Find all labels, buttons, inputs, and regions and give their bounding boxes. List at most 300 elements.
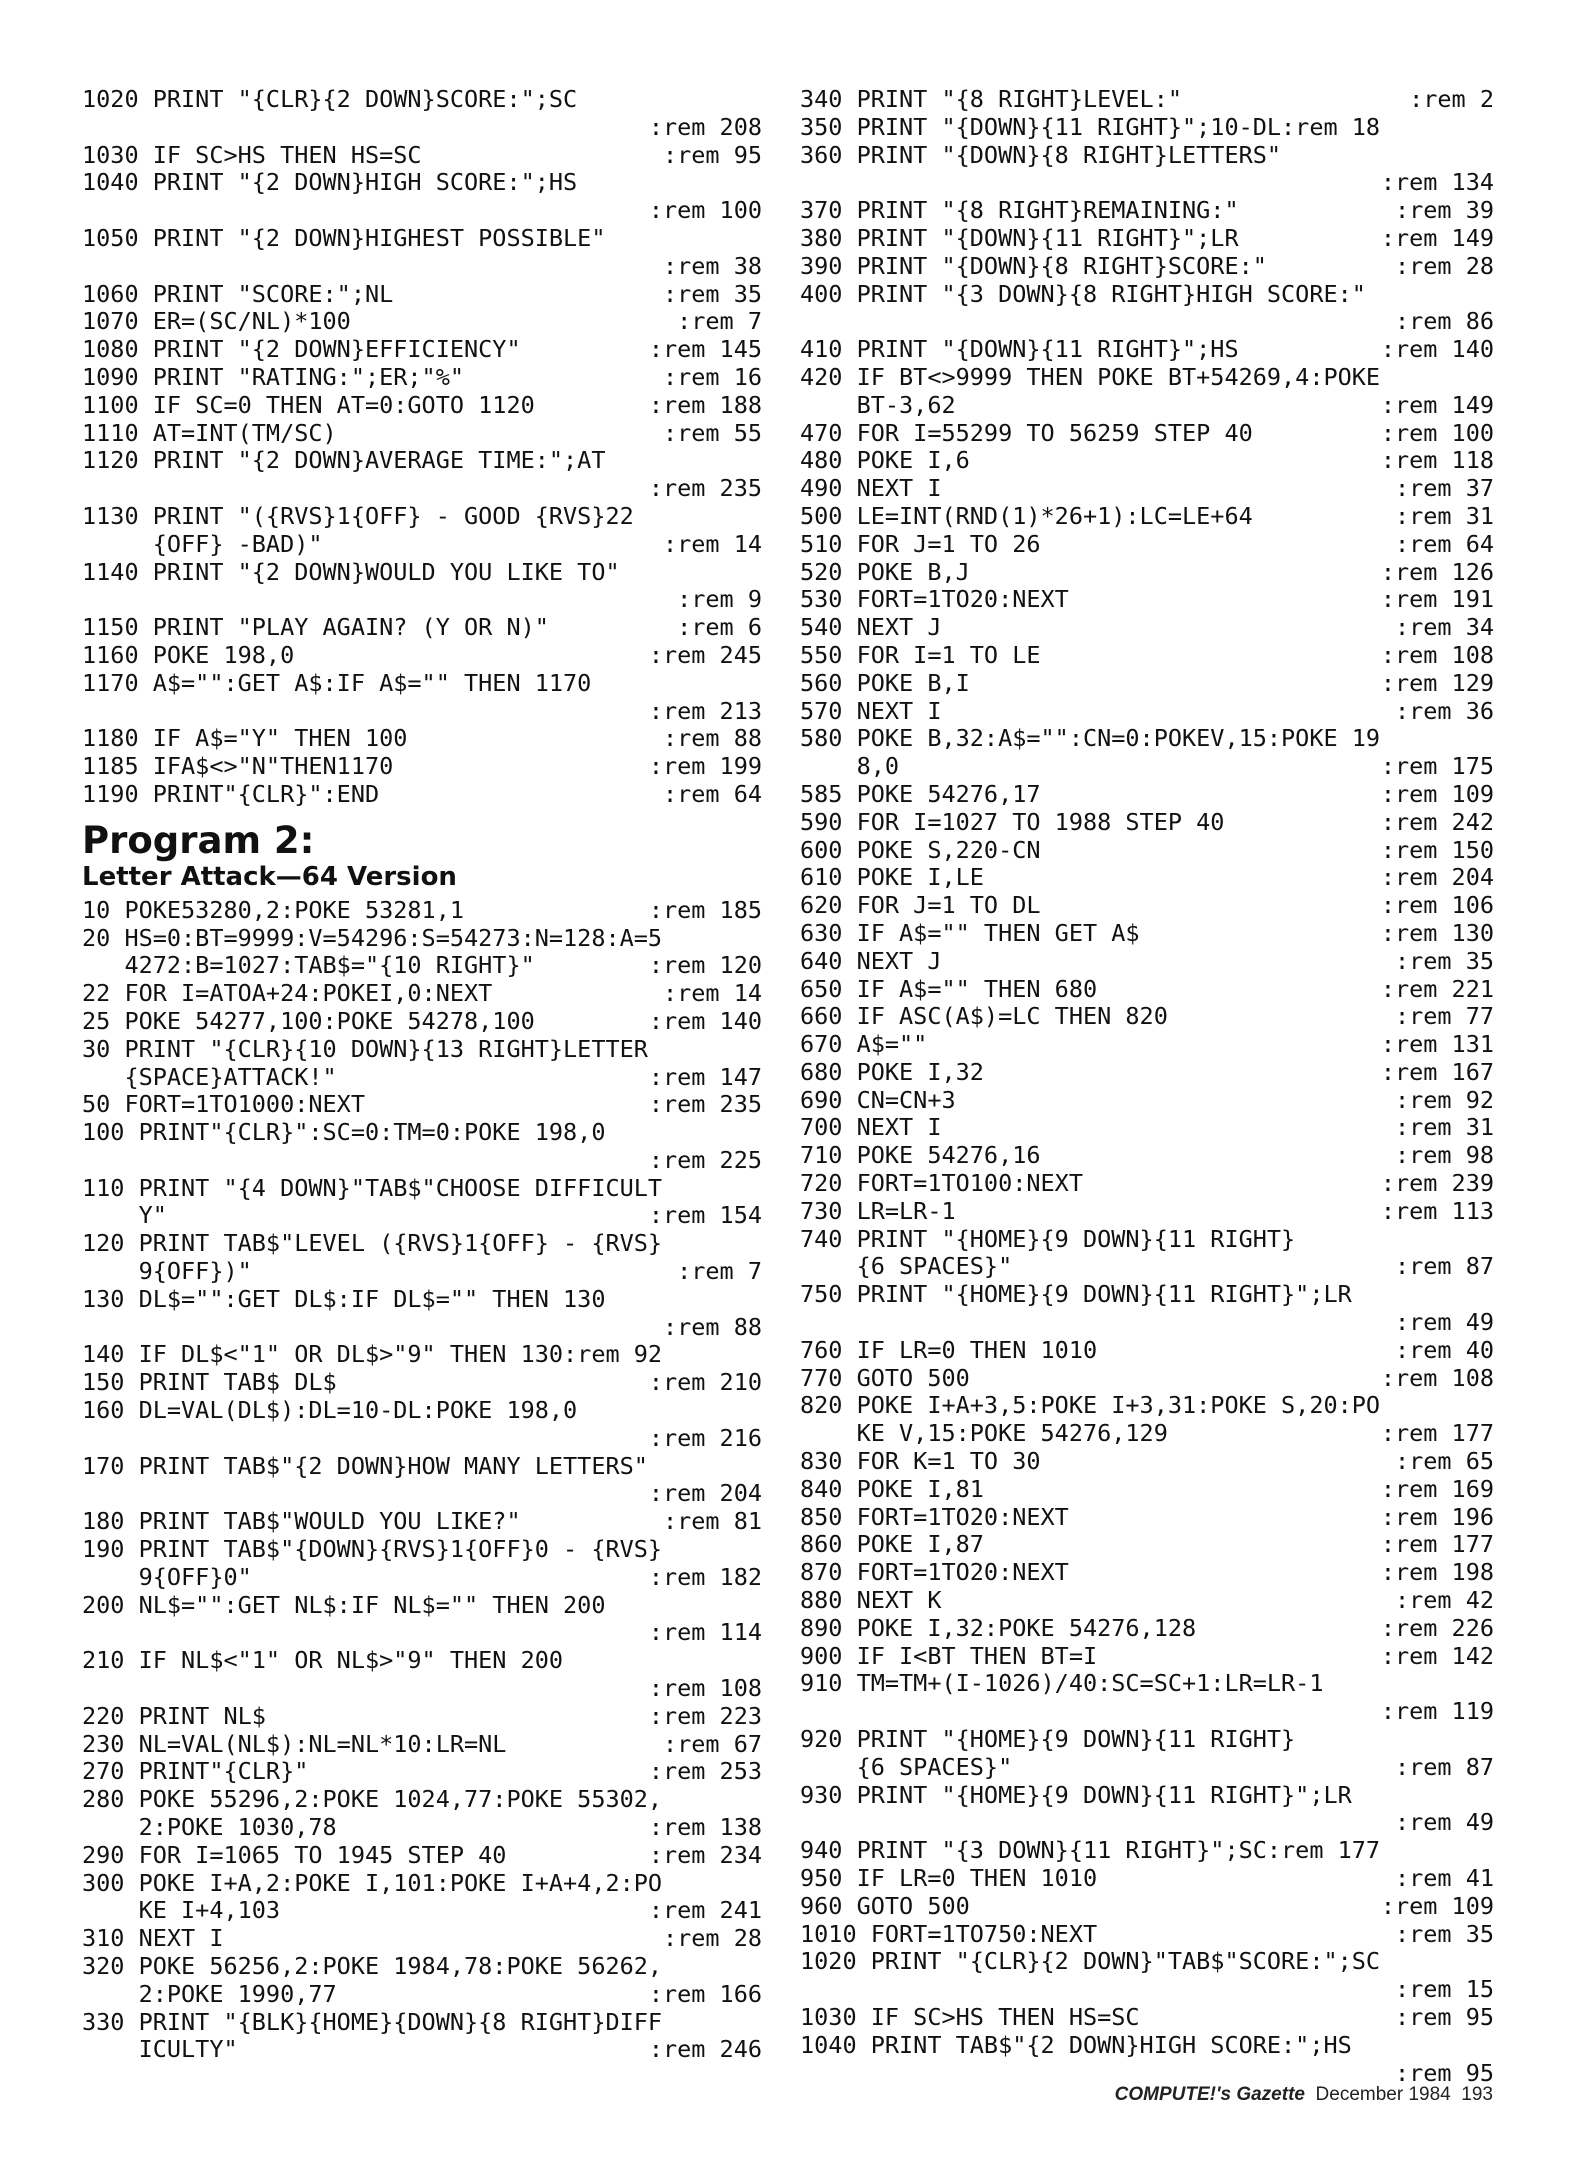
code-line [800,447,1494,475]
code-text: 100 PRINT"{CLR}":SC=0:TM=0:POKE 198,0 [82,1118,606,1147]
checksum-rem: :rem 6 [677,613,762,642]
checksum-rem: :rem 34 [1394,613,1494,642]
code-line [800,1698,1494,1726]
code-line [800,114,1494,142]
code-text: 380 PRINT "{DOWN}{11 RIGHT}";LR [800,223,1239,252]
code-line [82,980,762,1008]
code-line [82,225,762,253]
code-text: 410 PRINT "{DOWN}{11 RIGHT}";HS [800,335,1239,364]
code-line [82,197,762,225]
checksum-rem: :rem 226 [1380,1613,1494,1642]
code-line [800,1198,1494,1226]
code-line [800,392,1494,420]
code-text: 550 FOR I=1 TO LE [800,640,1041,669]
checksum-rem: :rem 15 [1394,1975,1494,2004]
checksum-rem: :rem 166 [648,1979,762,2008]
code-line [800,225,1494,253]
code-line [82,336,762,364]
code-text: 1110 AT=INT(TM/SC) [82,418,337,447]
code-line [800,1504,1494,1532]
code-line [82,1870,762,1898]
code-text: 330 PRINT "{BLK}{HOME}{DOWN}{8 RIGHT}DIFF [82,2007,663,2036]
checksum-rem: :rem 225 [648,1145,762,1174]
checksum-rem: :rem 88 [662,724,762,753]
checksum-rem: :rem 126 [1380,557,1494,586]
checksum-rem: :rem 145 [648,335,762,364]
checksum-rem: :rem 134 [1380,168,1494,197]
checksum-rem: :rem 188 [648,390,762,419]
checksum-rem: :rem 37 [1394,474,1494,503]
code-text: 470 FOR I=55299 TO 56259 STEP 40 [800,418,1253,447]
checksum-rem: :rem 177 [1380,1419,1494,1448]
code-line [82,2036,762,2064]
code-line [800,1170,1494,1198]
code-text: 830 FOR K=1 TO 30 [800,1447,1041,1476]
code-text: 140 IF DL$<"1" OR DL$>"9" THEN 130:rem 92 [82,1340,663,1369]
code-text: 690 CN=CN+3 [800,1085,956,1114]
program-2-listing [82,897,762,2064]
code-text: 1010 FORT=1TO750:NEXT [800,1919,1098,1948]
program-subheading: Letter Attack—64 Version [82,861,457,892]
code-text: 2:POKE 1030,78 [82,1813,337,1842]
checksum-rem: :rem 7 [677,1257,762,1286]
code-line [800,1809,1494,1837]
code-line [800,86,1494,114]
checksum-rem: :rem 210 [648,1368,762,1397]
checksum-rem: :rem 36 [1394,696,1494,725]
checksum-rem: :rem 129 [1380,668,1494,697]
code-text: {OFF} -BAD)" [82,529,323,558]
code-line [800,1420,1494,1448]
code-text: 860 POKE I,87 [800,1530,984,1559]
code-line [800,586,1494,614]
code-text: 1160 POKE 198,0 [82,640,295,669]
code-text: KE I+4,103 [82,1896,281,1925]
code-line [800,642,1494,670]
code-text: 22 FOR I=ATOA+24:POKEI,0:NEXT [82,979,493,1008]
code-line [800,1531,1494,1559]
code-line [800,1309,1494,1337]
code-line [82,642,762,670]
code-line [82,531,762,559]
code-line [800,1837,1494,1865]
code-line [800,1948,1494,1976]
code-text: 710 POKE 54276,16 [800,1141,1041,1170]
checksum-rem: :rem 140 [648,1006,762,1035]
code-line [82,1091,762,1119]
code-text: 930 PRINT "{HOME}{9 DOWN}{11 RIGHT}";LR [800,1780,1352,1809]
checksum-rem: :rem 64 [662,779,762,808]
checksum-rem: :rem 87 [1394,1252,1494,1281]
code-text: 220 PRINT NL$ [82,1701,266,1730]
code-line [82,1508,762,1536]
code-line [800,336,1494,364]
code-line [82,1592,762,1620]
code-line [800,2032,1494,2060]
code-text: 1020 PRINT "{CLR}{2 DOWN}"TAB$"SCORE:";SC [800,1947,1381,1976]
program-2-listing-continued [800,86,1494,2087]
checksum-rem: :rem 169 [1380,1474,1494,1503]
code-line [800,809,1494,837]
code-line [800,1087,1494,1115]
code-line [82,308,762,336]
checksum-rem: :rem 154 [648,1201,762,1230]
checksum-rem: :rem 95 [662,140,762,169]
code-text: 540 NEXT J [800,613,942,642]
code-line [800,1281,1494,1309]
checksum-rem: :rem 138 [648,1813,762,1842]
checksum-rem: :rem 234 [648,1840,762,1869]
code-text: 210 IF NL$<"1" OR NL$>"9" THEN 200 [82,1646,564,1675]
code-line [82,1731,762,1759]
code-text: 1190 PRINT"{CLR}":END [82,779,380,808]
code-text: 590 FOR I=1027 TO 1988 STEP 40 [800,807,1225,836]
code-line [800,1031,1494,1059]
checksum-rem: :rem 100 [648,196,762,225]
code-text: 570 NEXT I [800,696,942,725]
checksum-rem: :rem 245 [648,640,762,669]
code-text: 670 A$="" [800,1030,928,1059]
code-line [82,281,762,309]
checksum-rem: :rem 246 [648,2035,762,2064]
code-line [82,586,762,614]
checksum-rem: :rem 149 [1380,390,1494,419]
code-line [82,897,762,925]
code-text: 950 IF LR=0 THEN 1010 [800,1864,1098,1892]
checksum-rem: :rem 204 [1380,863,1494,892]
code-text: 10 POKE53280,2:POKE 53281,1 [82,895,465,924]
code-line [800,837,1494,865]
code-text: 400 PRINT "{3 DOWN}{8 RIGHT}HIGH SCORE:" [800,279,1366,308]
code-text: 8,0 [800,752,900,781]
checksum-rem: :rem 204 [648,1479,762,1508]
code-line [82,1536,762,1564]
code-line [800,1337,1494,1365]
checksum-rem: :rem 35 [1394,1919,1494,1948]
code-text: 2:POKE 1990,77 [82,1979,337,2008]
code-line [82,1703,762,1731]
checksum-rem: :rem 182 [648,1562,762,1591]
code-text: 1180 IF A$="Y" THEN 100 [82,724,408,753]
code-line [82,725,762,753]
code-text: 1040 PRINT "{2 DOWN}HIGH SCORE:";HS [82,168,578,197]
code-text: 760 IF LR=0 THEN 1010 [800,1335,1098,1364]
checksum-rem: :rem 130 [1380,918,1494,947]
checksum-rem: :rem 16 [662,362,762,391]
code-line [82,925,762,953]
code-line [800,253,1494,281]
code-line [800,1365,1494,1393]
code-line [800,1003,1494,1031]
code-line [82,253,762,281]
code-line [82,503,762,531]
code-line [800,948,1494,976]
checksum-rem: :rem 149 [1380,223,1494,252]
code-text: 320 POKE 56256,2:POKE 1984,78:POKE 56262, [82,1952,663,1980]
code-text: 20 HS=0:BT=9999:V=54296:S=54273:N=128:A=5 [82,923,663,952]
code-text: 910 TM=TM+(I-1026)/40:SC=SC+1:LR=LR-1 [800,1669,1324,1698]
code-text: 110 PRINT "{4 DOWN}"TAB$"CHOOSE DIFFICULT [82,1173,663,1202]
code-line [82,1258,762,1286]
program-1-listing-tail [82,86,762,809]
page-footer [1115,2084,1493,2106]
code-text: 1080 PRINT "{2 DOWN}EFFICIENCY" [82,335,521,364]
code-text: 880 NEXT K [800,1586,942,1615]
checksum-rem: :rem 41 [1394,1864,1494,1892]
code-line [800,1643,1494,1671]
checksum-rem: :rem 119 [1380,1697,1494,1726]
code-line [800,781,1494,809]
checksum-rem: :rem 131 [1380,1030,1494,1059]
code-text: BT-3,62 [800,390,956,419]
code-line [82,698,762,726]
code-text: 600 POKE S,220-CN [800,835,1041,864]
code-line [82,86,762,114]
checksum-rem: :rem 87 [1394,1752,1494,1781]
code-line [800,364,1494,392]
code-line [800,1559,1494,1587]
code-line [82,1286,762,1314]
code-line [82,1842,762,1870]
code-text: 350 PRINT "{DOWN}{11 RIGHT}";10-DL:rem 18 [800,112,1381,141]
checksum-rem: :rem 113 [1380,1196,1494,1225]
checksum-rem: :rem 35 [1394,946,1494,975]
checksum-rem: :rem 39 [1394,196,1494,225]
code-line [82,114,762,142]
code-line [82,1036,762,1064]
code-line [800,1976,1494,2004]
code-line [82,1064,762,1092]
code-text: 730 LR=LR-1 [800,1196,956,1225]
code-line [800,503,1494,531]
checksum-rem: :rem 150 [1380,835,1494,864]
code-line [82,1008,762,1036]
code-line [82,1369,762,1397]
code-line [800,892,1494,920]
code-line [82,753,762,781]
code-line [82,1619,762,1647]
code-text: {6 SPACES}" [800,1252,1013,1281]
code-line [800,1587,1494,1615]
code-text: 1100 IF SC=0 THEN AT=0:GOTO 1120 [82,390,535,419]
code-text: 640 NEXT J [800,946,942,975]
checksum-rem: :rem 241 [648,1896,762,1925]
code-text: 560 POKE B,I [800,668,970,697]
code-text: 1150 PRINT "PLAY AGAIN? (Y OR N)" [82,613,549,642]
code-line [82,392,762,420]
code-text: 1130 PRINT "({RVS}1{OFF} - GOOD {RVS}22 [82,501,634,530]
checksum-rem: :rem 64 [1394,529,1494,558]
checksum-rem: :rem 31 [1394,501,1494,530]
code-line [800,1893,1494,1921]
code-line [800,2004,1494,2032]
code-text: 510 FOR J=1 TO 26 [800,529,1041,558]
code-line [800,1448,1494,1476]
checksum-rem: :rem 67 [662,1729,762,1758]
code-line [82,1564,762,1592]
code-text: 25 POKE 54277,100:POKE 54278,100 [82,1006,535,1035]
code-text: {SPACE}ATTACK!" [82,1062,337,1091]
code-line [82,475,762,503]
code-line [800,725,1494,753]
checksum-rem: :rem 216 [648,1423,762,1452]
code-line [800,531,1494,559]
program-heading: Program 2: [82,818,315,862]
checksum-rem: :rem 213 [648,696,762,725]
code-line [82,670,762,698]
code-line [82,1175,762,1203]
checksum-rem: :rem 109 [1380,779,1494,808]
code-line [82,781,762,809]
code-line [800,864,1494,892]
code-text: 920 PRINT "{HOME}{9 DOWN}{11 RIGHT} [800,1725,1296,1754]
code-text: 480 POKE I,6 [800,446,970,475]
code-text: 650 IF A$="" THEN 680 [800,974,1098,1003]
code-text: 870 FORT=1TO20:NEXT [800,1558,1069,1587]
checksum-rem: :rem 185 [648,895,762,924]
code-text: 160 DL=VAL(DL$):DL=10-DL:POKE 198,0 [82,1396,578,1425]
checksum-rem: :rem 100 [1380,418,1494,447]
code-line [800,1476,1494,1504]
code-line [800,169,1494,197]
code-text: 520 POKE B,J [800,557,970,586]
code-line [800,1670,1494,1698]
code-text: 50 FORT=1TO1000:NEXT [82,1090,365,1119]
code-text: 740 PRINT "{HOME}{9 DOWN}{11 RIGHT} [800,1224,1296,1253]
code-line [800,920,1494,948]
checksum-rem: :rem 38 [662,251,762,280]
code-text: 130 DL$="":GET DL$:IF DL$="" THEN 130 [82,1284,606,1313]
code-text: 630 IF A$="" THEN GET A$ [800,918,1140,947]
code-text: 1140 PRINT "{2 DOWN}WOULD YOU LIKE TO" [82,557,620,586]
code-text: 700 NEXT I [800,1113,942,1142]
code-line [82,1925,762,1953]
checksum-rem: :rem 35 [662,279,762,308]
code-text: 120 PRINT TAB$"LEVEL ({RVS}1{OFF} - {RVS} [82,1229,663,1258]
checksum-rem: :rem 92 [1394,1085,1494,1114]
checksum-rem: :rem 31 [1394,1113,1494,1142]
code-text: 1185 IFA$<>"N"THEN1170 [82,752,394,781]
checksum-rem: :rem 108 [1380,640,1494,669]
checksum-rem: :rem 55 [662,418,762,447]
checksum-rem: :rem 7 [677,307,762,336]
code-text: 890 POKE I,32:POKE 54276,128 [800,1613,1197,1642]
checksum-rem: :rem 49 [1394,1808,1494,1837]
checksum-rem: :rem 77 [1394,1002,1494,1031]
checksum-rem: :rem 177 [1380,1530,1494,1559]
code-line [82,1758,762,1786]
checksum-rem: :rem 120 [648,951,762,980]
code-line [800,1114,1494,1142]
code-text: 900 IF I<BT THEN BT=I [800,1641,1098,1670]
code-line [82,1814,762,1842]
checksum-rem: :rem 9 [677,585,762,614]
checksum-rem: :rem 196 [1380,1502,1494,1531]
code-text: 370 PRINT "{8 RIGHT}REMAINING:" [800,196,1239,225]
checksum-rem: :rem 167 [1380,1057,1494,1086]
code-text: 1060 PRINT "SCORE:";NL [82,279,394,308]
code-text: 490 NEXT I [800,474,942,503]
checksum-rem: :rem 86 [1394,307,1494,336]
code-text: 840 POKE I,81 [800,1474,984,1503]
checksum-rem: :rem 118 [1380,446,1494,475]
code-line [800,281,1494,309]
code-text: 9{OFF})" [82,1257,252,1286]
checksum-rem: :rem 95 [1394,2058,1494,2087]
checksum-rem: :rem 65 [1394,1447,1494,1476]
checksum-rem: :rem 14 [662,529,762,558]
code-line [82,1480,762,1508]
code-text: 1030 IF SC>HS THEN HS=SC [800,2002,1140,2031]
checksum-rem: :rem 108 [648,1674,762,1703]
checksum-rem: :rem 40 [1394,1335,1494,1364]
code-text: 30 PRINT "{CLR}{10 DOWN}{13 RIGHT}LETTER [82,1034,648,1063]
checksum-rem: :rem 28 [1394,251,1494,280]
code-line [82,1230,762,1258]
code-line [82,1119,762,1147]
code-line [82,1202,762,1230]
code-text: 1040 PRINT TAB$"{2 DOWN}HIGH SCORE:";HS [800,2030,1352,2059]
code-text: 390 PRINT "{DOWN}{8 RIGHT}SCORE:" [800,251,1267,280]
checksum-rem: :rem 98 [1394,1141,1494,1170]
code-line [82,364,762,392]
code-text: 940 PRINT "{3 DOWN}{11 RIGHT}";SC:rem 177 [800,1836,1381,1865]
code-line [82,614,762,642]
code-line [82,1897,762,1925]
code-line [800,1142,1494,1170]
checksum-rem: :rem 235 [648,1090,762,1119]
checksum-rem: :rem 114 [648,1618,762,1647]
code-line [800,308,1494,336]
code-line [82,559,762,587]
checksum-rem: :rem 14 [662,979,762,1008]
code-line [82,1397,762,1425]
code-text: 170 PRINT TAB$"{2 DOWN}HOW MANY LETTERS" [82,1451,648,1480]
code-text: 9{OFF}0" [82,1562,252,1591]
code-line [82,1314,762,1342]
code-text: 770 GOTO 500 [800,1363,970,1392]
footer-date: December 1984 [1315,2084,1451,2105]
checksum-rem: :rem 221 [1380,974,1494,1003]
code-text: 360 PRINT "{DOWN}{8 RIGHT}LETTERS" [800,140,1282,169]
code-line [800,976,1494,1004]
code-text: 280 POKE 55296,2:POKE 1024,77:POKE 55302, [82,1785,663,1814]
code-line [800,1253,1494,1281]
code-line [82,169,762,197]
code-line [82,1341,762,1369]
left-column [82,86,762,2064]
code-line [82,1147,762,1175]
code-line [82,1953,762,1981]
code-text: 530 FORT=1TO20:NEXT [800,585,1069,614]
checksum-rem: :rem 253 [648,1757,762,1786]
checksum-rem: :rem 235 [648,474,762,503]
checksum-rem: :rem 2 [1409,85,1494,113]
code-line [82,447,762,475]
checksum-rem: :rem 108 [1380,1363,1494,1392]
code-text: 620 FOR J=1 TO DL [800,891,1041,920]
code-text: 1020 PRINT "{CLR}{2 DOWN}SCORE:";SC [82,85,578,113]
code-line [800,559,1494,587]
code-text: 820 POKE I+A+3,5:POKE I+3,31:POKE S,20:PO [800,1391,1381,1420]
code-text: 420 IF BT<>9999 THEN POKE BT+54269,4:POKE [800,362,1381,391]
code-line [800,614,1494,642]
code-text: 680 POKE I,32 [800,1057,984,1086]
code-text: 500 LE=INT(RND(1)*26+1):LC=LE+64 [800,501,1253,530]
code-line [800,1226,1494,1254]
code-text: 580 POKE B,32:A$="":CN=0:POKEV,15:POKE 19 [800,724,1381,753]
code-text: 1090 PRINT "RATING:";ER;"%" [82,362,465,391]
